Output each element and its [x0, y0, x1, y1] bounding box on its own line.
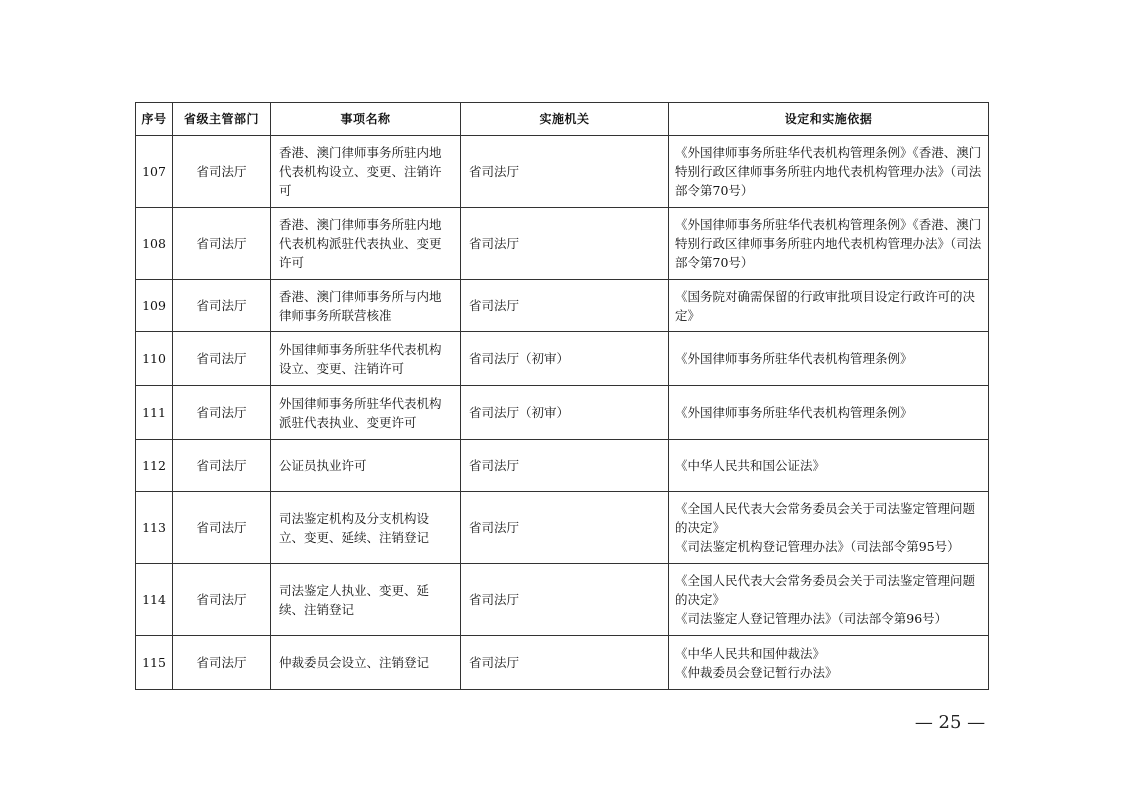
cell-basis [669, 440, 989, 492]
cell-basis [669, 332, 989, 386]
cell-no: 113 [136, 492, 173, 564]
cell-dept: 省司法厅 [173, 564, 271, 636]
cell-dept: 省司法厅 [173, 440, 271, 492]
basis-line: 《司法鉴定人登记管理办法》（司法部令第96号） [675, 611, 948, 626]
cell-name: 司法鉴定人执业、变更、延续、注销登记 [271, 564, 461, 636]
cell-name: 香港、澳门律师事务所驻内地代表机构派驻代表执业、变更许可 [271, 208, 461, 280]
cell-agency: 省司法厅 [461, 440, 669, 492]
cell-dept: 省司法厅 [173, 208, 271, 280]
table-row [136, 564, 989, 636]
cell-no: 111 [136, 386, 173, 440]
cell-dept: 省司法厅 [173, 136, 271, 208]
cell-basis [669, 386, 989, 440]
cell-agency: 省司法厅 [461, 564, 669, 636]
basis-line: 《中华人民共和国公证法》 [675, 458, 826, 473]
cell-name: 香港、澳门律师事务所驻内地代表机构设立、变更、注销许可 [271, 136, 461, 208]
cell-no: 109 [136, 280, 173, 332]
basis-line: 《外国律师事务所驻华代表机构管理条例》 [675, 351, 913, 366]
cell-no: 114 [136, 564, 173, 636]
cell-no: 115 [136, 636, 173, 690]
table-body [136, 136, 989, 690]
basis-line: 《外国律师事务所驻华代表机构管理条例》 [675, 405, 913, 420]
cell-agency: 省司法厅（初审） [461, 332, 669, 386]
cell-agency: 省司法厅 [461, 280, 669, 332]
cell-basis [669, 492, 989, 564]
basis-line: 《全国人民代表大会常务委员会关于司法鉴定管理问题的决定》 [675, 501, 976, 535]
header-basis: 设定和实施依据 [669, 103, 989, 136]
table-row [136, 440, 989, 492]
cell-no: 108 [136, 208, 173, 280]
table-row [136, 208, 989, 280]
cell-dept: 省司法厅 [173, 332, 271, 386]
table-row [136, 280, 989, 332]
basis-line: 《外国律师事务所驻华代表机构管理条例》《香港、澳门特别行政区律师事务所驻内地代表机构管理办法》（司法部令第70号） [675, 145, 982, 198]
cell-no: 112 [136, 440, 173, 492]
cell-agency: 省司法厅 [461, 208, 669, 280]
cell-agency: 省司法厅 [461, 636, 669, 690]
cell-basis [669, 280, 989, 332]
basis-line: 《中华人民共和国仲裁法》 [675, 645, 826, 661]
cell-name: 司法鉴定机构及分支机构设立、变更、延续、注销登记 [271, 492, 461, 564]
table-row [136, 136, 989, 208]
cell-no: 110 [136, 332, 173, 386]
table-row [136, 636, 989, 690]
cell-dept: 省司法厅 [173, 386, 271, 440]
cell-basis [669, 136, 989, 208]
cell-dept: 省司法厅 [173, 636, 271, 690]
cell-agency: 省司法厅（初审） [461, 386, 669, 440]
table-row [136, 332, 989, 386]
basis-line: 《全国人民代表大会常务委员会关于司法鉴定管理问题的决定》 [675, 573, 976, 607]
items-table [135, 102, 989, 690]
basis-line: 《国务院对确需保留的行政审批项目设定行政许可的决定》 [675, 288, 976, 323]
cell-basis [669, 636, 989, 690]
table-row [136, 492, 989, 564]
page-number: — 25 — [914, 712, 986, 733]
cell-name: 公证员执业许可 [271, 440, 461, 492]
table-row [136, 386, 989, 440]
cell-no: 107 [136, 136, 173, 208]
cell-name: 外国律师事务所驻华代表机构设立、变更、注销许可 [271, 332, 461, 386]
basis-line: 《外国律师事务所驻华代表机构管理条例》《香港、澳门特别行政区律师事务所驻内地代表机构管理办法》（司法部令第70号） [675, 217, 982, 270]
cell-name: 外国律师事务所驻华代表机构派驻代表执业、变更许可 [271, 386, 461, 440]
header-no: 序号 [136, 103, 173, 136]
cell-agency: 省司法厅 [461, 492, 669, 564]
cell-basis [669, 564, 989, 636]
header-name: 事项名称 [271, 103, 461, 136]
basis-line: 《仲裁委员会登记暂行办法》 [675, 664, 838, 680]
basis-line: 《司法鉴定机构登记管理办法》（司法部令第95号） [675, 539, 960, 554]
cell-agency: 省司法厅 [461, 136, 669, 208]
cell-dept: 省司法厅 [173, 280, 271, 332]
cell-basis [669, 208, 989, 280]
cell-name: 香港、澳门律师事务所与内地律师事务所联营核准 [271, 280, 461, 332]
cell-dept: 省司法厅 [173, 492, 271, 564]
header-dept: 省级主管部门 [173, 103, 271, 136]
cell-name: 仲裁委员会设立、注销登记 [271, 636, 461, 690]
table-header-row [136, 103, 989, 136]
header-agency: 实施机关 [461, 103, 669, 136]
